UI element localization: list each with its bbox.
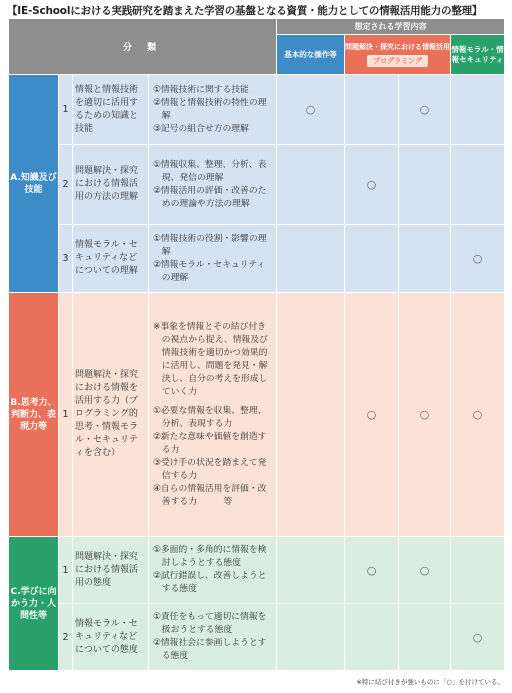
header-basic-operation: 基本的な操作等 (277, 35, 345, 75)
mark-moral (451, 537, 505, 604)
mark-programming (399, 604, 451, 671)
row-category: 問題解決・探究における情報活用の方法の理解 (73, 145, 149, 225)
mark-basic (277, 225, 345, 293)
capability-table (8, 18, 505, 671)
row-description: ①情報技術の役割・影響の理解 ②情報モラル・セキュリティの理解 (149, 225, 277, 293)
page-title: 【IE-Schoolにおける実践研究を踏まえた学習の基盤となる資質・能力としての情報活用能力の整理】 (7, 5, 483, 17)
mark-problem-solving: ○ (345, 293, 399, 537)
mark-problem-solving: ○ (345, 537, 399, 604)
mark-programming: ○ (399, 293, 451, 537)
header-category: 分 類 (9, 19, 277, 75)
row-description: ①多面的・多角的に情報を検討しようとする態度 ②試行錯誤し、改善しようとする態度 (149, 537, 277, 604)
mark-problem-solving: ○ (345, 145, 399, 225)
row-category: 問題解決・探究における情報を活用する力（プログラミング的思考・情報モラル・セキュリティを含む） (73, 293, 149, 537)
mark-moral: ○ (451, 225, 505, 293)
table-row (9, 293, 505, 537)
mark-programming: ○ (399, 75, 451, 145)
mark-basic (277, 604, 345, 671)
mark-problem-solving (345, 225, 399, 293)
row-number: 2 (59, 604, 73, 671)
row-description: ※事象を情報とその結び付きの視点から捉え、情報及び情報技術を適切かつ効果的に活用し、問題を発見・解決し、自分の考えを形成していく力 ①必要な情報を収集、整理、分析、表現する力 ②新たな意味や価値を創造する力 ③受け手の状況を踏まえて発信する力 ④自らの情報活用を評価・改善する力 等 (149, 293, 277, 537)
row-description: ①情報技術に関する技能 ②情報と情報技術の特性の理解 ③記号の組合せ方の理解 (149, 75, 277, 145)
group-label-c: C.学びに向かう力・人間性等 (9, 537, 59, 671)
header-info-moral: 情報モラル・情報セキュリティ (451, 35, 505, 75)
mark-problem-solving (345, 604, 399, 671)
mark-moral: ○ (451, 604, 505, 671)
group-label-b: B.思考力、判断力、表現力等 (9, 293, 59, 537)
mark-programming (399, 225, 451, 293)
row-number: 1 (59, 537, 73, 604)
mark-moral: ○ (451, 293, 505, 537)
footnote: ※特に結び付きが強いものに「○」を付けている。 (356, 678, 504, 686)
mark-basic (277, 293, 345, 537)
mark-moral (451, 145, 505, 225)
mark-moral (451, 75, 505, 145)
row-category: 情報と情報技術を適切に活用するための知識と技能 (73, 75, 149, 145)
header-expected: 想定される学習内容 (277, 19, 505, 35)
row-description: ①責任をもって適切に情報を扱おうとする態度 ②情報社会に参画しようとする態度 (149, 604, 277, 671)
group-label-a: A.知識及び技能 (9, 75, 59, 293)
mark-basic (277, 537, 345, 604)
mark-programming: ○ (399, 537, 451, 604)
row-category: 問題解決・探究における情報活用の態度 (73, 537, 149, 604)
mark-basic: ○ (277, 75, 345, 145)
row-number: 2 (59, 145, 73, 225)
table-row (9, 75, 505, 145)
row-number: 1 (59, 293, 73, 537)
row-description: ①情報収集、整理、分析、表現、発信の理解 ②情報活用の評価・改善のための理論や方法の理解 (149, 145, 277, 225)
table-row (9, 145, 505, 225)
table-row (9, 225, 505, 293)
table-row (9, 604, 505, 671)
mark-problem-solving (345, 75, 399, 145)
row-category: 情報モラル・セキュリティなどについての理解 (73, 225, 149, 293)
table-row (9, 537, 505, 604)
header-problem-solving: 問題解決・探究における情報活用 プログラミング (345, 35, 451, 75)
mark-programming (399, 145, 451, 225)
row-number: 1 (59, 75, 73, 145)
row-category: 情報モラル・セキュリティなどについての態度 (73, 604, 149, 671)
row-number: 3 (59, 225, 73, 293)
programming-badge: プログラミング (367, 55, 428, 67)
mark-basic (277, 145, 345, 225)
